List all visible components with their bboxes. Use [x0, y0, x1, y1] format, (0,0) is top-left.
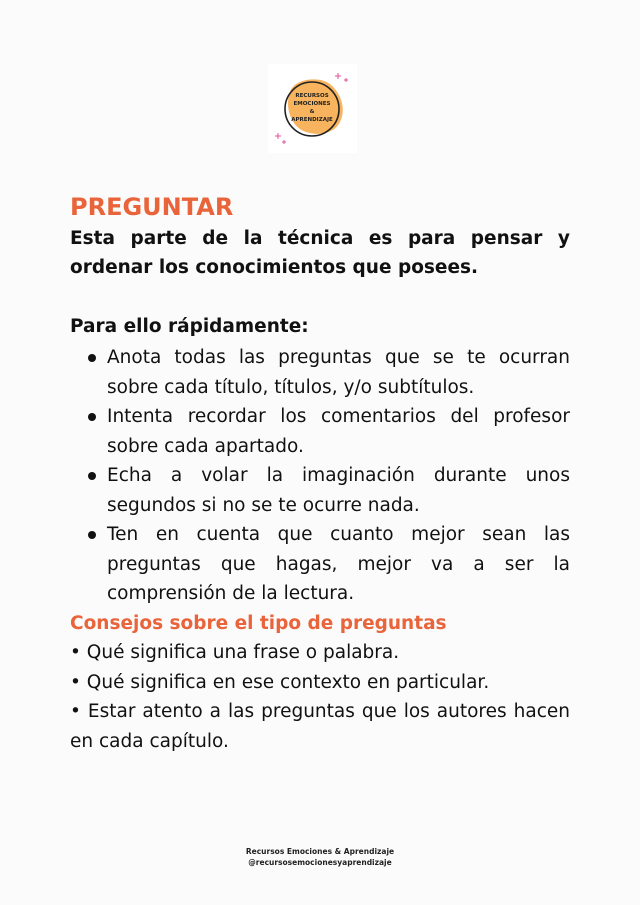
bullet-item: Ten en cuenta que cuanto mejor sean las preguntas que hagas, mejor va a ser la comprensión de la lectura. [107, 520, 570, 609]
tip-item: • Estar atento a las preguntas que los autores hacen en cada capítulo. [70, 701, 570, 752]
footer-handle: @recursosemocionesyaprendizaje [248, 858, 392, 867]
tip-item: • Qué significa una frase o palabra. [70, 642, 400, 663]
logo-line2: EMOCIONES [293, 101, 331, 107]
footer [0, 846, 640, 868]
bullet-item: Anota todas las preguntas que se te ocurran sobre cada título, títulos, y/o subtítulos. [107, 343, 570, 402]
bullet-list [70, 343, 570, 609]
footer-name: Recursos Emociones & Aprendizaje [245, 847, 395, 856]
brand-logo [268, 64, 357, 153]
tip-item: • Qué significa en ese contexto en particular. [70, 671, 490, 693]
logo-line1: RECURSOS [295, 93, 329, 99]
tips-section [70, 609, 570, 757]
tips-heading: Consejos sobre el tipo de preguntas [70, 612, 447, 634]
main-content [70, 190, 570, 756]
intro-text: Esta parte de la técnica es para pensar y ordenar los conocimientos que posees. [70, 228, 570, 278]
logo-line4: APRENDIZAJE [291, 117, 333, 123]
logo-line3: & [309, 109, 315, 115]
bullet-item: Echa a volar la imaginación durante unos segundos si no se te ocurre nada. [107, 461, 570, 520]
subheading: Para ello rápidamente: [70, 316, 309, 337]
page-title: PREGUNTAR [70, 193, 234, 221]
bullet-item: Intenta recordar los comentarios del profesor sobre cada apartado. [107, 402, 570, 461]
